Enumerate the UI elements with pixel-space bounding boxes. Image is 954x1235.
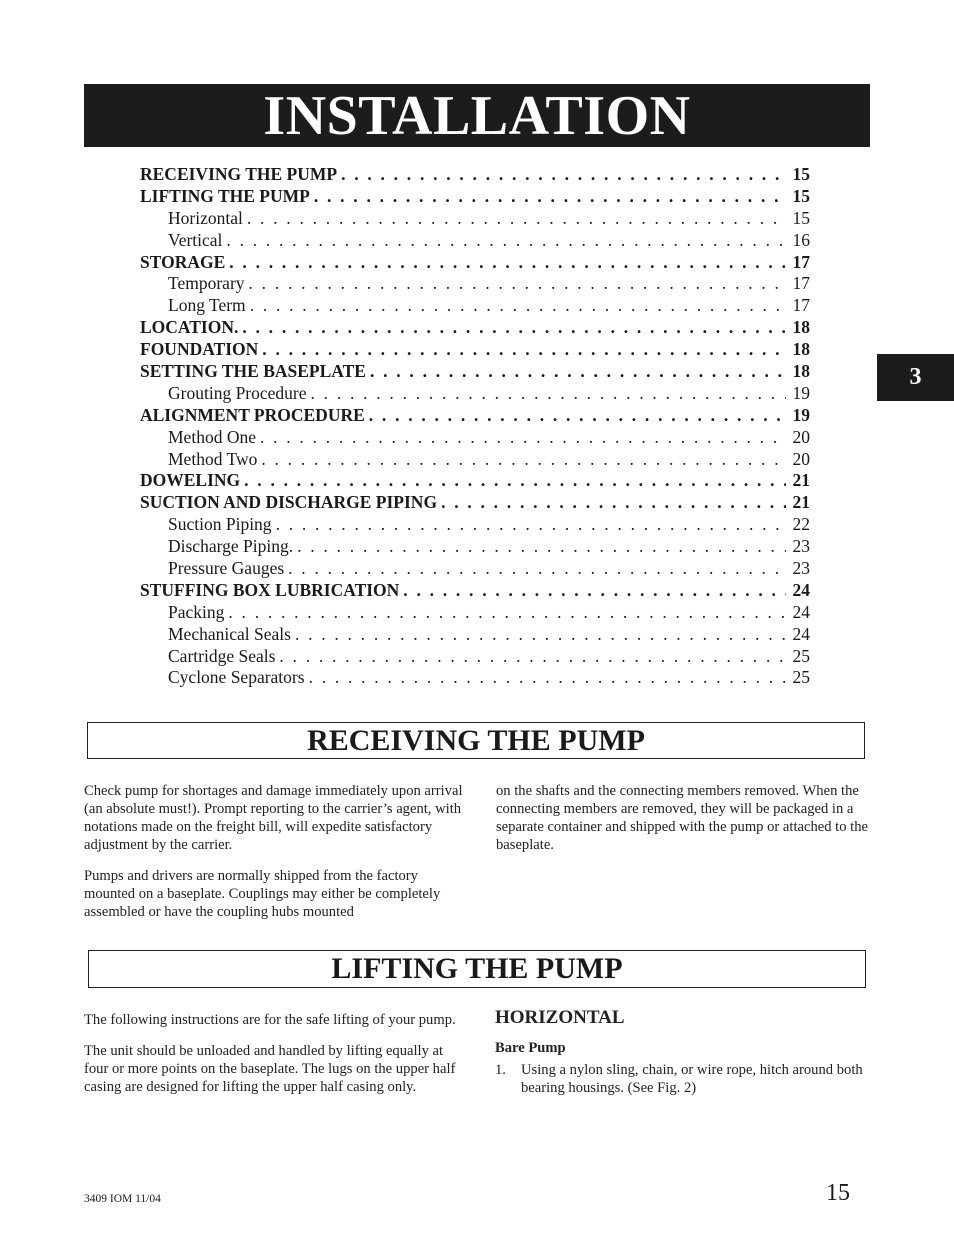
- receiving-section-header: [87, 722, 865, 759]
- toc-leader-dots: [309, 667, 786, 688]
- toc-page-number: 18: [792, 339, 810, 360]
- toc-entry: [140, 230, 810, 252]
- toc-page-number: 20: [792, 426, 810, 447]
- toc-label: Discharge Piping.: [168, 536, 294, 557]
- toc-leader-dots: [341, 164, 786, 185]
- toc-leader-dots: [369, 405, 786, 426]
- toc-leader-dots: [297, 536, 786, 557]
- receiving-right-column: [496, 782, 870, 867]
- toc-entry: [140, 492, 810, 514]
- toc-leader-dots: [441, 492, 786, 513]
- receiving-heading: RECEIVING THE PUMP: [307, 723, 645, 757]
- toc-leader-dots: [262, 339, 786, 360]
- toc-label: SETTING THE BASEPLATE: [140, 361, 366, 382]
- toc-leader-dots: [260, 427, 786, 448]
- toc-leader-dots: [250, 295, 786, 316]
- document-code: 3409 IOM 11/04: [84, 1193, 161, 1205]
- lifting-paragraph: The unit should be unloaded and handled by lifting equally at four or more points on the baseplate. The lugs on the upper half casing are designed for lifting the upper half casing only.: [84, 1043, 456, 1095]
- toc-entry: [140, 449, 810, 471]
- toc-entry: [140, 273, 810, 295]
- bare-pump-heading: Bare Pump: [495, 1040, 566, 1056]
- toc-label: FOUNDATION: [140, 339, 259, 360]
- toc-label: Method One: [168, 426, 256, 447]
- table-of-contents: [140, 164, 810, 689]
- toc-entry: [140, 427, 810, 449]
- toc-leader-dots: [311, 383, 786, 404]
- toc-entry: [140, 514, 810, 536]
- toc-label: STUFFING BOX LUBRICATION: [140, 579, 400, 600]
- toc-label: Long Term: [168, 295, 246, 316]
- toc-entry: [140, 164, 810, 186]
- toc-leader-dots: [314, 186, 786, 207]
- toc-page-number: 17: [792, 295, 810, 316]
- toc-entry: [140, 339, 810, 361]
- toc-label: Cartridge Seals: [168, 645, 276, 666]
- toc-page-number: 25: [792, 667, 810, 688]
- toc-leader-dots: [249, 273, 786, 294]
- chapter-banner: [84, 84, 870, 147]
- toc-entry: [140, 383, 810, 405]
- toc-page-number: 18: [792, 317, 810, 338]
- toc-entry: [140, 602, 810, 624]
- toc-label: LIFTING THE PUMP: [140, 185, 310, 206]
- list-item: [495, 1061, 865, 1097]
- toc-page-number: 15: [792, 207, 810, 228]
- toc-page-number: 21: [792, 470, 810, 491]
- toc-leader-dots: [276, 514, 786, 535]
- toc-leader-dots: [295, 624, 786, 645]
- toc-label: LOCATION.: [140, 317, 239, 338]
- toc-label: Grouting Procedure: [168, 382, 307, 403]
- list-text: Using a nylon sling, chain, or wire rope, hitch around both bearing housings. (See Fig. 2): [521, 1062, 863, 1096]
- toc-label: SUCTION AND DISCHARGE PIPING: [140, 492, 438, 513]
- toc-label: STORAGE: [140, 251, 226, 272]
- toc-entry: [140, 317, 810, 339]
- toc-leader-dots: [247, 208, 786, 229]
- toc-page-number: 23: [792, 536, 810, 557]
- toc-label: Vertical: [168, 229, 223, 250]
- toc-entry: [140, 536, 810, 558]
- toc-entry: [140, 208, 810, 230]
- toc-label: ALIGNMENT PROCEDURE: [140, 404, 365, 425]
- toc-leader-dots: [261, 449, 786, 470]
- toc-label: Pressure Gauges: [168, 558, 285, 579]
- toc-label: Cyclone Separators: [168, 667, 305, 688]
- toc-leader-dots: [229, 252, 786, 273]
- toc-page-number: 24: [792, 579, 810, 600]
- page-number: 15: [826, 1180, 850, 1206]
- receiving-paragraph: on the shafts and the connecting members removed. When the connecting members are removed, they will be packaged in a separate container and shipped with the pump or attached to the baseplate.: [496, 783, 869, 853]
- toc-entry: [140, 295, 810, 317]
- toc-page-number: 15: [792, 164, 810, 184]
- toc-leader-dots: [226, 230, 786, 251]
- toc-entry: [140, 580, 810, 602]
- toc-leader-dots: [279, 646, 786, 667]
- toc-entry: [140, 667, 810, 689]
- toc-page-number: 20: [792, 448, 810, 469]
- toc-label: DOWELING: [140, 470, 241, 491]
- receiving-paragraph: Pumps and drivers are normally shipped from the factory mounted on a baseplate. Couplings may either be completely assembled or have the coupling hubs mounted: [84, 868, 441, 920]
- toc-leader-dots: [244, 470, 786, 491]
- toc-entry: [140, 252, 810, 274]
- toc-page-number: 19: [792, 404, 810, 425]
- toc-page-number: 17: [792, 251, 810, 272]
- toc-label: Temporary: [168, 273, 245, 294]
- lifting-section-header: [88, 950, 866, 988]
- toc-entry: [140, 470, 810, 492]
- toc-page-number: 24: [792, 623, 810, 644]
- chapter-title: INSTALLATION: [263, 84, 691, 147]
- lifting-heading: LIFTING THE PUMP: [331, 952, 623, 985]
- list-number: 1.: [495, 1062, 506, 1078]
- toc-label: Horizontal: [168, 207, 243, 228]
- toc-label: Suction Piping: [168, 514, 272, 535]
- toc-entry: [140, 186, 810, 208]
- receiving-paragraph: Check pump for shortages and damage immediately upon arrival (an absolute must!). Prompt reporting to the carrier’s agent, with notations made on the freight bill, will expedite satisfactory adjustment by the carrier.: [84, 783, 463, 853]
- toc-leader-dots: [228, 602, 786, 623]
- toc-leader-dots: [370, 361, 786, 382]
- toc-page-number: 24: [792, 601, 810, 622]
- toc-label: RECEIVING THE PUMP: [140, 164, 338, 184]
- toc-entry: [140, 361, 810, 383]
- toc-label: Packing: [168, 601, 225, 622]
- toc-entry: [140, 405, 810, 427]
- toc-page-number: 25: [792, 645, 810, 666]
- lifting-left-column: [84, 1011, 462, 1109]
- receiving-left-column: [84, 782, 464, 934]
- toc-entry: [140, 646, 810, 668]
- horizontal-heading: HORIZONTAL: [495, 1007, 625, 1028]
- toc-page-number: 17: [792, 273, 810, 294]
- toc-page-number: 19: [792, 382, 810, 403]
- lifting-right-column: [495, 1007, 865, 1097]
- toc-entry: [140, 558, 810, 580]
- toc-leader-dots: [403, 580, 786, 601]
- toc-page-number: 18: [792, 361, 810, 382]
- toc-page-number: 16: [792, 229, 810, 250]
- toc-leader-dots: [288, 558, 786, 579]
- toc-entry: [140, 624, 810, 646]
- toc-label: Mechanical Seals: [168, 623, 291, 644]
- toc-page-number: 22: [792, 514, 810, 535]
- lifting-paragraph: The following instructions are for the safe lifting of your pump.: [84, 1012, 456, 1028]
- toc-label: Method Two: [168, 448, 258, 469]
- toc-page-number: 23: [792, 558, 810, 579]
- toc-page-number: 21: [792, 492, 810, 513]
- toc-leader-dots: [242, 317, 786, 338]
- chapter-tab: 3: [877, 354, 954, 401]
- toc-page-number: 15: [792, 185, 810, 206]
